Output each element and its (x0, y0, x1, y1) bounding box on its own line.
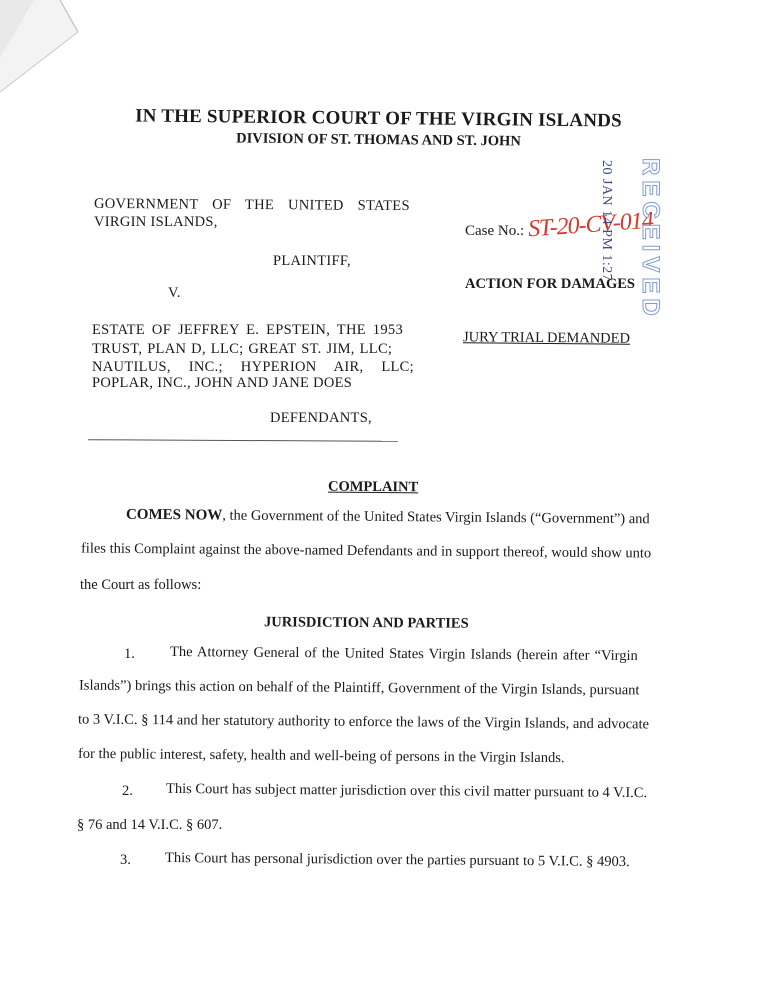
plaintiff-name-line1: GOVERNMENT OF THE UNITED STATES (93, 195, 410, 215)
paragraph-line: This Court has subject matter jurisdiction over this civil matter pursuant to 4 V.I.C. (165, 780, 648, 802)
paragraph-number: 3. (120, 852, 131, 868)
section-heading: JURISDICTION AND PARTIES (263, 614, 469, 632)
paragraph-line: § 76 and 14 V.I.C. § 607. (77, 817, 223, 833)
paragraph-line: Islands”) brings this action on behalf of the Plaintiff, Government of the Virgin Islands, pursuant (78, 677, 640, 699)
intro-line: the Court as follows: (80, 577, 202, 593)
defendant-line: POPLAR, INC., JOHN AND JANE DOES (92, 375, 353, 391)
case-number-handwritten: ST-20-CV-014 (527, 207, 654, 243)
paragraph-number: 1. (124, 646, 135, 662)
jury-demand: JURY TRIAL DEMANDED (462, 329, 631, 347)
intro-lead: COMES NOW (125, 506, 223, 524)
action-title: ACTION FOR DAMAGES (465, 276, 635, 292)
court-division: DIVISION OF ST. THOMAS AND ST. JOHN (236, 130, 521, 150)
intro-text: , the Government of the United States Virgin Islands (“Government”) and (222, 507, 650, 528)
received-stamp-date: 20 JAN 14 PM 1:27 (599, 160, 614, 282)
defendant-line: ESTATE OF JEFFREY E. EPSTEIN, THE 1953 (92, 322, 404, 338)
paragraph-line: to 3 V.I.C. § 114 and her statutory authority to enforce the laws of the Virgin Islands, and advocate (77, 711, 650, 733)
intro-line (126, 507, 650, 529)
versus-label: V. (168, 285, 181, 301)
plaintiff-name-line2: VIRGIN ISLANDS, (94, 214, 218, 230)
complaint-heading: COMPLAINT (327, 478, 419, 496)
defendant-line: TRUST, PLAN D, LLC; GREAT ST. JIM, LLC; (92, 341, 393, 357)
paragraph-line: This Court has personal jurisdiction over the parties pursuant to 5 V.I.C. § 4903. (164, 849, 630, 871)
caption-divider (88, 439, 398, 442)
defendant-line: NAUTILUS, INC.; HYPERION AIR, LLC; (92, 359, 414, 375)
paragraph-line: The Attorney General of the United States Virgin Islands (herein after “Virgin (169, 643, 638, 665)
case-number-label: Case No.: (465, 223, 525, 239)
court-title: IN THE SUPERIOR COURT OF THE VIRGIN ISLANDS (135, 105, 622, 132)
intro-line: files this Complaint against the above-named Defendants and in support thereof, would show unto (80, 540, 652, 562)
page-corner-fold (0, 0, 100, 110)
received-stamp: RECEIVED (637, 158, 664, 321)
defendant-role: DEFENDANTS, (270, 410, 372, 426)
paragraph-number: 2. (122, 783, 133, 799)
paragraph-line: for the public interest, safety, health and well-being of persons in the Virgin Islands. (77, 745, 565, 767)
plaintiff-role: PLAINTIFF, (273, 253, 351, 269)
